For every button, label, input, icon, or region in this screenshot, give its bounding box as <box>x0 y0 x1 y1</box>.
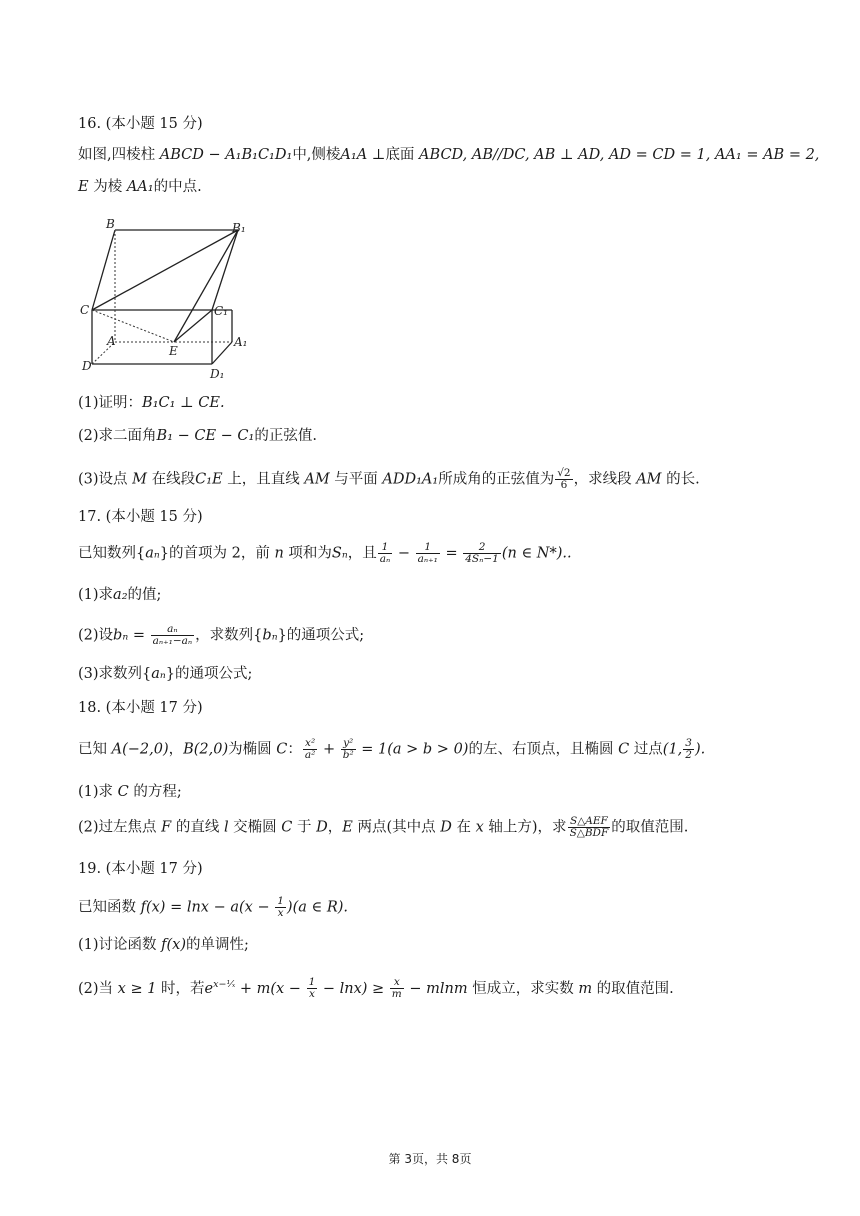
q17-part3 <box>78 664 252 684</box>
q16-part1 <box>78 393 225 413</box>
q18-area-ratio <box>568 816 611 839</box>
q19-part1 <box>78 935 249 955</box>
label-c1: C₁ <box>214 304 228 318</box>
q18-text: 的左、右顶点，且椭圆 <box>468 741 619 758</box>
q16-part3 <box>78 468 700 491</box>
label-d1: D₁ <box>210 367 225 380</box>
q16-p3-text: 所成角的正弦值为 <box>438 471 555 488</box>
q19-p2-math: + m(x − <box>235 980 306 997</box>
q16-p3-text: 上，且直线 <box>222 471 305 488</box>
q17-p2-math: bₙ <box>262 627 278 644</box>
q18-header: 18. (本小题 17 分) <box>78 700 203 716</box>
q18-p2-math: l <box>223 819 229 836</box>
q17-bn-fraction <box>151 624 195 647</box>
fraction-numerator: aₙ <box>151 624 195 636</box>
q16-p2-text: (2)求二面角 <box>78 428 157 444</box>
q16-p2-text: 的正弦值. <box>254 428 317 444</box>
fraction-denominator: m <box>391 988 402 1001</box>
fraction-denominator: aₙ₊₁−aₙ <box>152 635 193 647</box>
q17-math: aₙ <box>145 545 160 562</box>
q16-edge-aa1: AA₁ <box>126 179 154 195</box>
hidden-edge-c-e <box>92 310 174 342</box>
q18-text: ， <box>168 741 184 758</box>
q16-p3-text: (3)设点 <box>78 471 133 488</box>
q18-p1-math: C <box>117 784 129 800</box>
q17-p2-math: bₙ = <box>113 627 150 644</box>
q16-lateral-edge: A₁A ⊥ <box>340 147 386 163</box>
q18-p1-text: 的方程; <box>128 784 182 800</box>
q16-text: 为棱 <box>88 179 127 195</box>
q18-text: 已知 <box>78 741 112 758</box>
q18-math: A(−2,0) <box>111 741 169 758</box>
fraction-denominator: b² <box>342 749 354 761</box>
q16-p3-math: M <box>132 471 148 488</box>
edge-e-c1 <box>174 310 212 342</box>
q18-p2-math: D <box>316 819 328 836</box>
fraction-denominator: aₙ <box>379 553 391 565</box>
fraction-numerator: y² <box>341 738 356 750</box>
q16-p2-math: B₁ − CE − C₁ <box>156 428 255 444</box>
q18-math: B(2,0) <box>183 741 229 758</box>
q18-p2-math: E <box>342 819 353 836</box>
q17-p2-text: (2)设 <box>78 627 114 644</box>
q18-p2-text: (2)过左焦点 <box>78 819 162 836</box>
q16-part2 <box>78 426 317 446</box>
q16-header: 16. (本小题 15 分) <box>78 116 203 132</box>
q19-p2-math: − lnx) ≥ <box>318 980 389 997</box>
q18-math: ). <box>694 741 706 758</box>
q17-p2-text: }的通项公式; <box>277 627 365 644</box>
q16-p3-text: 与平面 <box>329 471 383 488</box>
q18-p2-math: C <box>281 819 293 836</box>
q17-text: ，且 <box>347 545 377 562</box>
q17-part1 <box>78 585 161 605</box>
q18-text: 为椭圆 <box>228 741 277 758</box>
q16-conditions: ABCD, AB//DC, AB ⊥ AD, AD = CD = 1, AA₁ = AB = 2, <box>419 147 820 163</box>
q16-p3-math: AM <box>304 471 330 488</box>
q17-p1-math: a₂ <box>113 587 128 603</box>
q17-fraction-2 <box>416 542 440 565</box>
q18-p2-text: 交椭圆 <box>228 819 282 836</box>
q18-statement <box>78 738 705 761</box>
q17-operator: = <box>440 545 463 562</box>
q16-prism-name: ABCD − A₁B₁C₁D₁ <box>159 147 293 163</box>
q19-p2-math: x ≥ 1 <box>117 980 157 997</box>
q19-part2 <box>78 975 674 1000</box>
q19-fraction-1 <box>307 977 318 1000</box>
fraction-numerator: 1 <box>416 542 440 554</box>
q19-p2-text: (2)当 <box>78 980 118 997</box>
q16-intro-line1 <box>78 145 819 165</box>
q19-fraction <box>275 896 286 919</box>
q16-text: 如图,四棱柱 <box>78 147 160 163</box>
q17-text: 项和为 <box>283 545 332 562</box>
fraction-denominator: 2 <box>685 749 692 761</box>
q19-header: 19. (本小题 17 分) <box>78 861 203 877</box>
edge-b-c <box>92 230 115 310</box>
label-a1: A₁ <box>234 335 248 349</box>
fraction-denominator: 4Sₙ−1 <box>465 553 499 565</box>
q18-part2 <box>78 816 688 839</box>
q18-p2-text: 的直线 <box>171 819 224 836</box>
q17-math: (n ∈ N*).. <box>501 545 572 562</box>
q17-fraction-1 <box>378 542 393 565</box>
page-footer: 第 3页，共 8页 <box>388 1152 472 1166</box>
label-a: A <box>107 334 116 348</box>
q18-p2-text: 于 <box>292 819 317 836</box>
q17-p2-text: ，求数列{ <box>195 627 263 644</box>
q16-p3-text: ，求线段 <box>573 471 637 488</box>
q18-p2-math: x <box>475 819 484 836</box>
q19-math: f(x) = lnx − a(x − <box>140 899 275 916</box>
q19-p2-math: e <box>204 980 214 997</box>
q18-math: C <box>276 741 288 758</box>
label-b: B <box>106 218 115 231</box>
q16-p1-math: B₁C₁ ⊥ CE. <box>142 395 225 411</box>
fraction-denominator: x <box>277 907 284 919</box>
q18-p2-math: F <box>161 819 172 836</box>
q16-intro-line2 <box>78 177 202 197</box>
q18-part1 <box>78 782 182 802</box>
fraction-denominator: x <box>308 988 315 1001</box>
label-d: D <box>82 359 92 373</box>
q16-text: 底面 <box>385 147 420 163</box>
q19-p2-math: − mlnm <box>404 980 468 997</box>
q19-p2-text: 的取值范围. <box>592 980 674 997</box>
fraction-denominator: aₙ₊₁ <box>417 553 438 565</box>
q16-p3-math: C₁E <box>195 471 223 488</box>
fraction-numerator: x² <box>303 738 317 750</box>
q18-math: = 1(a > b > 0) <box>356 741 469 758</box>
q18-p2-math: D <box>440 819 452 836</box>
q18-math: C <box>618 741 630 758</box>
q17-header: 17. (本小题 15 分) <box>78 509 203 525</box>
q18-p2-text: 两点(其中点 <box>352 819 441 836</box>
q18-x-fraction <box>303 738 317 761</box>
q17-p3-math: aₙ <box>151 666 166 682</box>
q17-statement <box>78 542 572 565</box>
fraction-numerator: x <box>390 977 404 989</box>
q18-text: 过点 <box>629 741 663 758</box>
fraction-denominator: S△BDF <box>569 827 609 839</box>
q19-p2-math: m <box>578 980 593 997</box>
q17-fraction-3 <box>463 542 501 565</box>
q18-text: ： <box>287 741 302 758</box>
q19-exponent: x−¹⁄ₓ <box>213 979 236 990</box>
fraction-numerator: 1 <box>378 542 393 554</box>
q19-p2-text: 恒成立，求实数 <box>467 980 579 997</box>
prism-figure <box>80 218 260 380</box>
q17-math: Sₙ <box>331 545 348 562</box>
q16-p3-math: ADD₁A₁ <box>382 471 439 488</box>
fraction-numerator: S△AEF <box>568 816 611 828</box>
q18-p2-text: ， <box>327 819 343 836</box>
fraction-denominator: 6 <box>560 479 568 491</box>
q17-p3-text: (3)求数列{ <box>78 666 152 682</box>
label-e: E <box>169 344 178 358</box>
label-c: C <box>80 303 90 317</box>
fraction-denominator: a² <box>304 749 316 761</box>
edge-d1-a1 <box>212 342 232 364</box>
q18-point-fraction <box>683 738 694 761</box>
q17-part2 <box>78 624 364 647</box>
q19-p1-text: 的单调性; <box>186 937 249 953</box>
q16-p1-text: (1)证明： <box>78 395 143 411</box>
q16-sine-fraction <box>555 468 572 491</box>
q19-statement <box>78 896 348 919</box>
fraction-numerator: 1 <box>277 895 284 907</box>
q17-p1-text: (1)求 <box>78 587 114 603</box>
q17-text: }的首项为 2，前 <box>159 545 275 562</box>
q17-p3-text: }的通项公式; <box>165 666 253 682</box>
q19-fraction-2 <box>390 977 404 1000</box>
q17-operator: − <box>393 545 415 562</box>
q18-math: (1, <box>662 741 683 758</box>
q19-p1-math: f(x) <box>161 937 187 953</box>
q18-p2-text: 轴上方)，求 <box>483 819 567 836</box>
q19-math: )(a ∈ R). <box>286 899 349 916</box>
q17-math: n <box>274 545 284 562</box>
label-b1: B₁ <box>232 221 246 235</box>
q18-p2-text: 在 <box>451 819 476 836</box>
fraction-numerator: 3 <box>685 737 692 749</box>
q19-p2-text: 时，若 <box>156 980 205 997</box>
q16-p3-text: 在线段 <box>147 471 196 488</box>
q16-text: 的中点. <box>153 179 202 195</box>
fraction-numerator: 2 <box>463 542 501 554</box>
q16-point-e: E <box>78 179 89 195</box>
q19-text: 已知函数 <box>78 899 141 916</box>
q17-p1-text: 的值; <box>127 587 162 603</box>
q17-text: 已知数列{ <box>78 545 146 562</box>
fraction-numerator: 1 <box>308 976 316 989</box>
q16-p3-text: 的长. <box>661 471 700 488</box>
q18-y-fraction <box>341 738 356 761</box>
q16-p3-math: AM <box>636 471 662 488</box>
q16-text: 中,侧棱 <box>292 147 341 163</box>
q18-p2-text: 的取值范围. <box>611 819 689 836</box>
q18-operator: + <box>318 741 340 758</box>
fraction-numerator: √2 <box>557 467 571 479</box>
q18-p1-text: (1)求 <box>78 784 118 800</box>
q19-p1-text: (1)讨论函数 <box>78 937 162 953</box>
